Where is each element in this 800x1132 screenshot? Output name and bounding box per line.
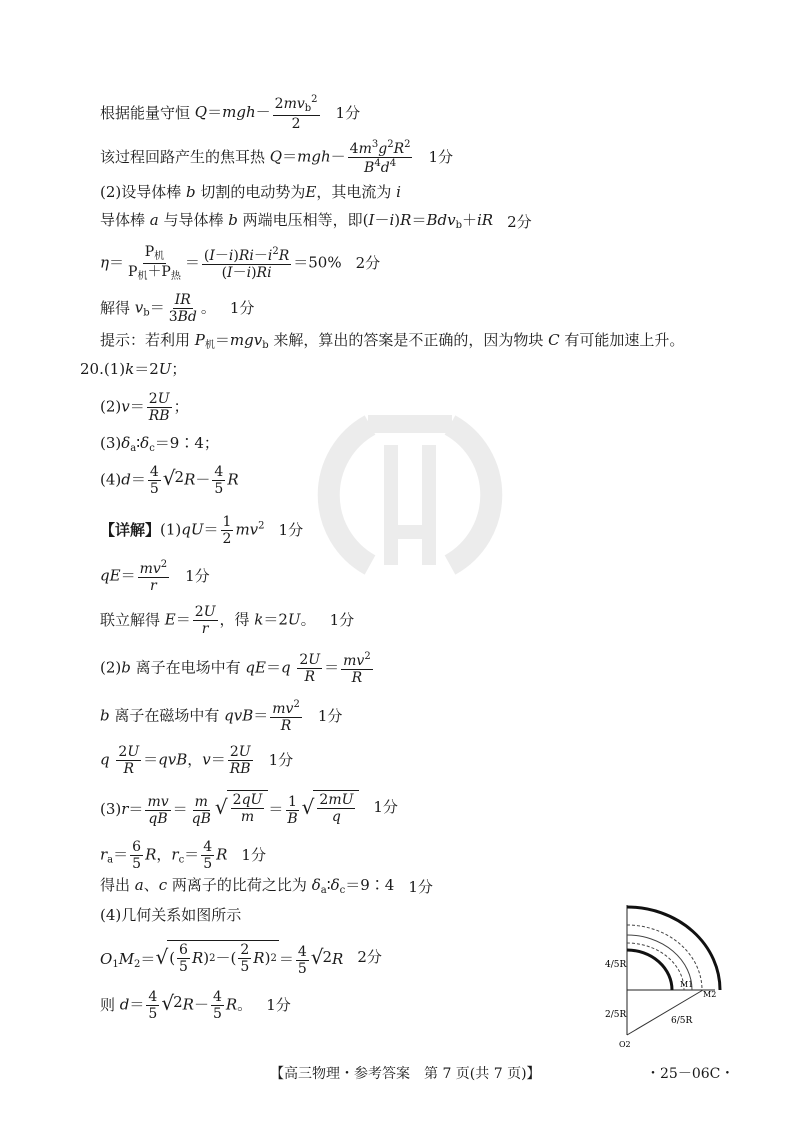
question-number: 20. xyxy=(80,360,104,378)
score: 1分 xyxy=(185,567,210,585)
score: 2分 xyxy=(355,254,381,272)
footer-page-info: 【高三物理・参考答案 第 7 页(共 7 页)】 xyxy=(270,1066,541,1082)
line-voltage: 导体棒 a 与导体棒 b 两端电压相等，即(I－i)R＝Bdv$_b$＋iR 2分 xyxy=(100,211,532,231)
line-s1: 【详解】 (1)qU＝ $\frac{1}{2}$ $mv^2$ 1分 xyxy=(100,514,304,547)
score: 1分 xyxy=(229,299,255,317)
label-r65: 6/5R xyxy=(671,1016,693,1026)
text-then: 则 xyxy=(100,996,116,1014)
line-s9: 得出 a、c 两离子的比荷之比为 $\delta_a∶\delta_c=9∶4$ 1分 xyxy=(100,876,433,896)
label-r25: 2/5R xyxy=(605,1010,627,1020)
watermark-logo xyxy=(310,395,510,595)
score: 1分 xyxy=(278,521,304,539)
label-m2: M2 xyxy=(703,990,717,999)
label-detail: 【详解】 xyxy=(100,521,161,539)
text-joule-heat: 该过程回路产生的焦耳热 xyxy=(100,148,266,166)
line-emf: (2)设导体棒 b 切割的电动势为E，其电流为 i xyxy=(100,183,401,201)
line-s4: (2)b 离子在电场中有 qE＝q $\frac{2U}{R}$ ＝ $\frac{mv^2}{R}$ xyxy=(100,651,371,686)
score: 1分 xyxy=(335,103,361,122)
text-geometry: (4)几何关系如图所示 xyxy=(100,906,242,924)
label-o2: O2 xyxy=(619,1040,631,1049)
line-a4: (4)d＝ $\frac{4}{5}$ √ 2 R－ $\frac{4}{5}$ R xyxy=(100,464,239,497)
line-energy: 根据能量守恒 Q＝mgh－ $\frac{2mv_b^2}{2}$ 1分 xyxy=(100,94,361,132)
score: 1分 xyxy=(329,611,355,629)
line-a3: $(3)\delta_a∶\delta_c=9∶4$； xyxy=(100,434,219,454)
line-a2: (2)v＝ $\frac{2U}{RB}$ ； xyxy=(100,391,189,424)
line-joule: 该过程回路产生的焦耳热 Q＝mgh－ $\frac{4m^3g^2R^2}{B^4d^4}$ 1分 xyxy=(100,139,454,176)
line-q20-a1: 20. (1)k＝2U； xyxy=(80,360,187,378)
score: 1分 xyxy=(268,751,294,769)
score: 1分 xyxy=(428,148,454,166)
line-hint: 提示：若利用 $P_机=mgv_b$ 来解，算出的答案是不正确的，因为物块 C 有可能加速上升。 xyxy=(100,331,685,351)
text-combine: 联立解得 xyxy=(100,611,161,629)
label-m1: M1 xyxy=(680,980,694,989)
line-s6: q $\frac{2U}{R}$ ＝qvB，v＝ $\frac{2U}{RB}$ 1分 xyxy=(100,744,294,777)
line-efficiency: η＝ $\frac{P_机}{P_机+P_热}$ ＝ $\frac{(I-i)Ri-i^2R}{(I-i)Ri}$ ＝50% 2分 xyxy=(100,244,381,282)
score: 1分 xyxy=(241,846,266,864)
line-s5: b 离子在磁场中有 qvB＝ $\frac{mv^2}{R}$ 1分 xyxy=(100,699,343,734)
score: 1分 xyxy=(408,877,433,896)
score: 1分 xyxy=(317,707,343,725)
line-s7: (3)r＝ $\frac{mv}{qB}$ ＝ $\frac{m}{qB}$ √ $\frac{2qU}{m}$ ＝ $\frac{1}{B}$ √ $\frac{2mU}{q}$ 1分 xyxy=(100,792,398,827)
geometry-diagram xyxy=(585,895,735,1050)
line-s11: $O_1M_2=$ √ ( $\frac{6}{5}$ R ) 2 －( $\frac{2}{5}$ R ) 2 ＝ $\frac{4}{5}$ √ 2 R 2分 xyxy=(100,942,382,977)
line-s8: $r_a=$ $\frac{6}{5}$ R，$r_c=$ $\frac{4}{5}$ R 1分 xyxy=(100,839,266,872)
text-solve: 解得 xyxy=(100,299,131,317)
score: 2分 xyxy=(357,948,382,967)
line-s10 xyxy=(100,908,241,923)
score: 2分 xyxy=(507,212,532,231)
line-s2: qE＝ $\frac{mv^2}{r}$ 1分 xyxy=(100,559,210,594)
line-solve-vb: 解得 $v_b=$ $\frac{IR}{3Bd}$ 。 1分 xyxy=(100,292,255,325)
score: 1分 xyxy=(266,996,291,1014)
text-energy-conservation: 根据能量守恒 xyxy=(100,103,191,122)
footer-code: ・25－06C・ xyxy=(646,1066,735,1082)
label-r45: 4/5R xyxy=(605,960,627,970)
line-s12: 则 d＝ $\frac{4}{5}$ √ 2 R－ $\frac{4}{5}$ R。 1分 xyxy=(100,989,291,1022)
line-s3: 联立解得 E＝ $\frac{2U}{r}$ ，得 k＝2U。 1分 xyxy=(100,604,355,637)
score: 1分 xyxy=(373,798,398,817)
